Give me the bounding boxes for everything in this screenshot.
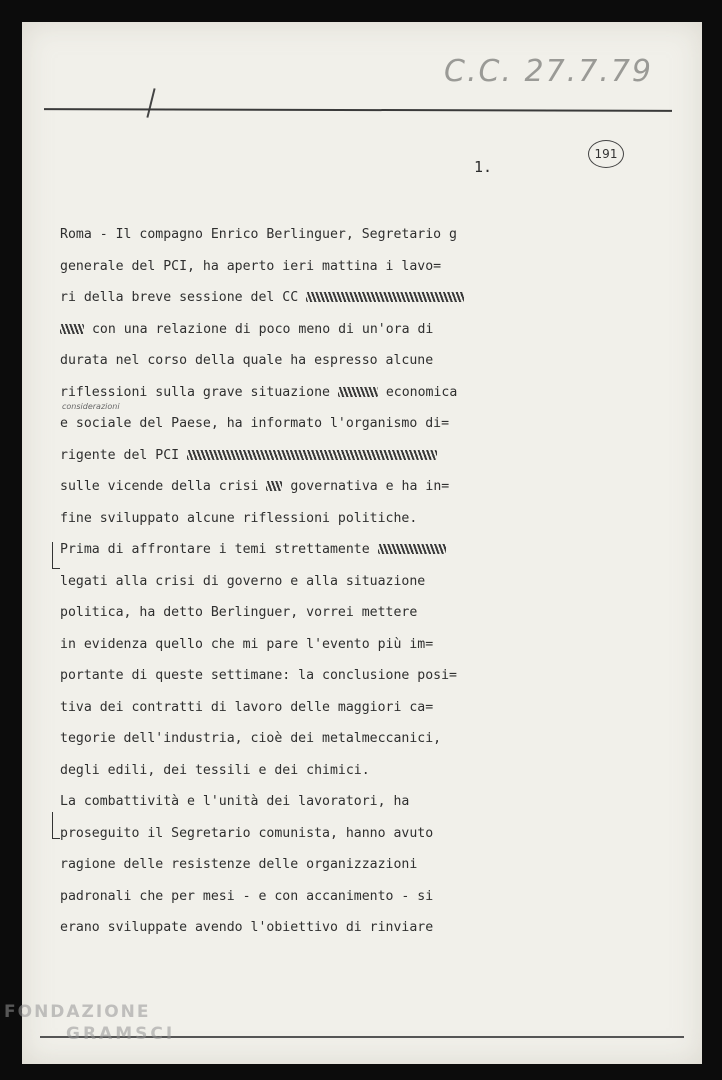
text-segment: con una relazione di poco meno di un'ora di (91, 321, 434, 337)
text-line (60, 534, 490, 566)
header-rule (44, 108, 672, 112)
text-line: tiva dei contratti di lavoro delle maggiori ca= (60, 699, 434, 715)
watermark-line-2: GRAMSCI (66, 1024, 176, 1044)
text-line: e sociale del Paese, ha informato l'organismo di= (60, 416, 450, 431)
archive-watermark (4, 1002, 175, 1044)
strikethrough-mark (338, 387, 378, 397)
text-line: degli edili, dei tessili e dei chimici. (60, 762, 370, 778)
paragraph-bracket-mark (52, 542, 60, 569)
text-segment: economica (385, 384, 458, 400)
text-line: generale del PCI, ha aperto ieri mattina i lavo= (60, 258, 442, 274)
document-page (22, 22, 702, 1064)
text-segment: rigente del PCI (60, 447, 180, 463)
text-line: ragione delle resistenze delle organizzazioni (60, 857, 418, 872)
strikethrough-mark (378, 544, 446, 554)
text-line: politica, ha detto Berlinguer, vorrei mettere (60, 605, 418, 620)
text-line (60, 471, 490, 503)
text-segment: Prima di affrontare i temi strettamente (60, 542, 370, 557)
pen-tick-mark (146, 88, 155, 118)
strikethrough-mark (187, 450, 437, 460)
strikethrough-mark (266, 481, 282, 491)
text-line: proseguito il Segretario comunista, hanno avuto (60, 825, 434, 841)
margin-correction-note: considerazioni (62, 402, 120, 411)
text-line: legati alla crisi di governo e alla situazione (60, 573, 426, 589)
paragraph-bracket-mark (52, 812, 60, 839)
watermark-line-1: FONDAZIONE (4, 1002, 151, 1022)
text-segment: governativa e ha in= (290, 479, 450, 494)
text-segment: ri della breve sessione del CC (60, 290, 299, 305)
text-line (60, 440, 490, 472)
strikethrough-mark (306, 292, 464, 302)
text-line: La combattività e l'unità dei lavoratori, ha (60, 794, 410, 809)
text-line: in evidenza quello che mi pare l'evento più im= (60, 636, 434, 652)
text-line: fine sviluppato alcune riflessioni politiche. (60, 510, 418, 526)
text-line: durata nel corso della quale ha espresso alcune (60, 353, 434, 368)
text-line (60, 314, 490, 346)
typed-body-text (60, 219, 490, 944)
text-line (60, 377, 490, 409)
strikethrough-mark (60, 324, 84, 334)
text-segment: riflessioni sulla grave situazione (60, 384, 330, 400)
text-segment: sulle vicende della crisi (60, 479, 259, 494)
text-line: portante di queste settimane: la conclusione posi= (60, 668, 457, 683)
handwritten-reference: C.C. 27.7.79 (444, 54, 654, 89)
text-line: Roma - Il compagno Enrico Berlinguer, Segretario g (60, 227, 457, 242)
text-line (60, 282, 490, 314)
text-line: padronali che per mesi - e con accanimento - si (60, 888, 434, 904)
text-line: tegorie dell'industria, cioè dei metalmeccanici, (60, 731, 442, 746)
page-number: 1. (474, 158, 493, 176)
archive-number-circled: 191 (588, 140, 624, 168)
text-line: erano sviluppate avendo l'obiettivo di rinviare (60, 920, 434, 935)
